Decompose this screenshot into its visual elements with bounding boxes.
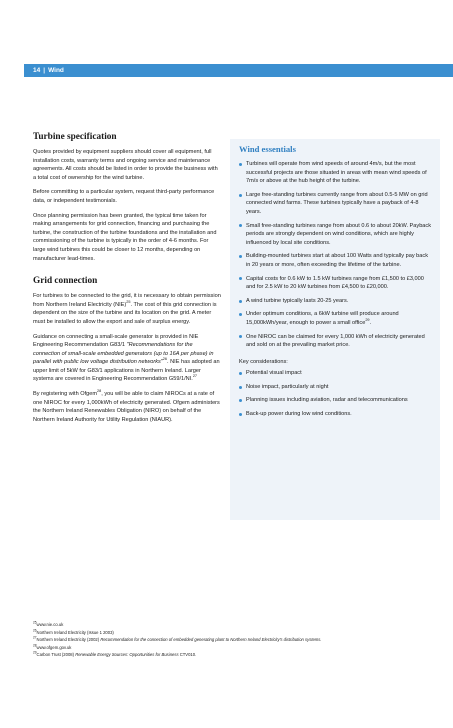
footnote-26: $^{26}$Northern Ireland Electricity (Issue 1 2003): [33, 628, 114, 635]
wind-essentials-title: Wind essentials: [239, 144, 296, 154]
essentials-list-item: A wind turbine typically lasts 20-25 years.: [239, 297, 431, 306]
bullet-icon: [239, 335, 242, 338]
essentials-list-item: Building-mounted turbines start at about 100 Watts and typically pay back in 20 years or more, often exceeding the lifetime of the turbine.: [239, 252, 431, 269]
essentials-list-item: Capital costs for 0.6 kW to 1.5 kW turbines range from £1,500 to £3,000 and for 2.5 kW to 20 kW turbines from £4,500 to £20,000.: [239, 275, 431, 292]
bullet-icon: [239, 255, 242, 258]
page-number: 14: [33, 67, 41, 74]
essentials-list-item: One NIROC can be claimed for every 1,000 kWh of electricity generated and sold on at the prevailing market price.: [239, 333, 431, 350]
bullet-icon: [239, 300, 242, 303]
main-column: [33, 132, 221, 430]
grid-paragraph-1: For turbines to be connected to the grid, it is necessary to obtain permission from Northern Ireland Electricity (NIE)$^{25}$. The cost of this grid connection is dependent on the size of the turbine and its location on the grid. A meter must be installed to allow the export and sale of surplus energy.: [33, 293, 221, 325]
footnote-28: $^{28}$www.ofgem.gov.uk: [33, 643, 72, 650]
essentials-list-item: Small free-standing turbines range from about 0.6 to about 20kW. Payback periods are strongly dependent on wind conditions, which are highly influenced by local site conditions.: [239, 222, 431, 248]
turbine-spec-paragraph-3: Once planning permission has been granted, the typical time taken for making arrangements for grid connection, financing and purchasing the turbine, the construction of the turbine foundations and the installation and commissioning of the turbine is typically in the order of 4-6 months. For large wind turbines this could be closer to 12 months, depending on manufacturer lead-times.: [33, 212, 217, 262]
key-considerations-label: Key considerations:: [239, 358, 288, 365]
footnote-27: $^{27}$Northern Ireland Electricity (2002) Recommendation for the connection of embedded generating plant to Northern Ireland Electricity's distribution systems.: [33, 635, 322, 643]
essentials-list-item: Turbines will operate from wind speeds of around 4m/s, but the most successful projects are those situated in areas with mean wind speeds of 7m/s or above at the hub height of the turbine.: [239, 160, 431, 186]
turbine-spec-paragraph-2: Before committing to a particular system, request third-party performance data, or independent testimonials.: [33, 189, 215, 204]
footnotes: [33, 621, 443, 659]
bullet-icon: [239, 372, 242, 375]
essentials-list-item: Large free-standing turbines currently range from about 0.5-5 MW on grid connected wind farms. These turbines typically have a payback of 4-8 years.: [239, 191, 431, 217]
bullet-icon: [239, 413, 242, 416]
grid-paragraph-2: Guidance on connecting a small-scale generator is provided in NIE Engineering Recommendation G83/1 "Recommendations for the connection of small-scale embedded generators (up to 16A per phase) in parallel with public low voltage distribution networks"$^{26}$. NIE has adopted an upper limit of 5kW for G83/1 applications in Northern Ireland. Larger systems are covered in Engineering Recommendation G59/1/NI.$^{27}$: [33, 333, 220, 383]
bullet-icon: [239, 224, 242, 227]
bullet-icon: [239, 386, 242, 389]
consideration-list-item: Potential visual impact: [239, 369, 431, 378]
consideration-list-item: Back-up power during low wind conditions.: [239, 410, 431, 419]
consideration-list-item: Noise impact, particularly at night: [239, 383, 431, 392]
footnote-link[interactable]: www.nie.co.uk: [36, 622, 64, 627]
grid-connection-heading: Grid connection: [33, 276, 98, 287]
footnote-25: $^{25}$www.nie.co.uk: [33, 620, 64, 627]
page-header-bar: [24, 64, 453, 77]
footnote-29: $^{29}$Carbon Trust (2008) Renewable Energy Sources: Opportunities for Business CTV010.: [33, 650, 197, 658]
header-separator: |: [43, 67, 46, 74]
bullet-icon: [239, 313, 242, 316]
bullet-icon: [239, 194, 242, 197]
essentials-list-item: Under optimum conditions, a 6kW turbine will produce around 15,000kWh/year, enough to power a small office$^{29}$.: [239, 310, 431, 327]
bullet-icon: [239, 277, 242, 280]
turbine-spec-heading: Turbine specification: [33, 132, 117, 142]
footnote-link[interactable]: www.ofgem.gov.uk: [36, 644, 72, 650]
section-name: Wind: [48, 67, 64, 74]
bullet-icon: [239, 399, 242, 402]
turbine-spec-paragraph-1: Quotes provided by equipment suppliers should cover all equipment, full installation costs, warranty terms and ongoing service and maintenance agreements. All costs should be listed in order to provide the business with a total cost of ownership for the wind turbine.: [33, 149, 218, 181]
bullet-icon: [239, 163, 242, 166]
wind-essentials-box: [230, 139, 440, 520]
grid-paragraph-3: By registering with Ofgem$^{28}$, you will be able to claim NIROCs at a rate of one NIROC for every 1,000kWh of electricity generated. Ofgem administers the Northern Ireland Renewables Obligation (NIRO) on behalf of the Northern Ireland Authority for Utility Regulation (NIAUR).: [33, 389, 220, 423]
consideration-list-item: Planning issues including aviation, radar and telecommunications: [239, 396, 431, 405]
